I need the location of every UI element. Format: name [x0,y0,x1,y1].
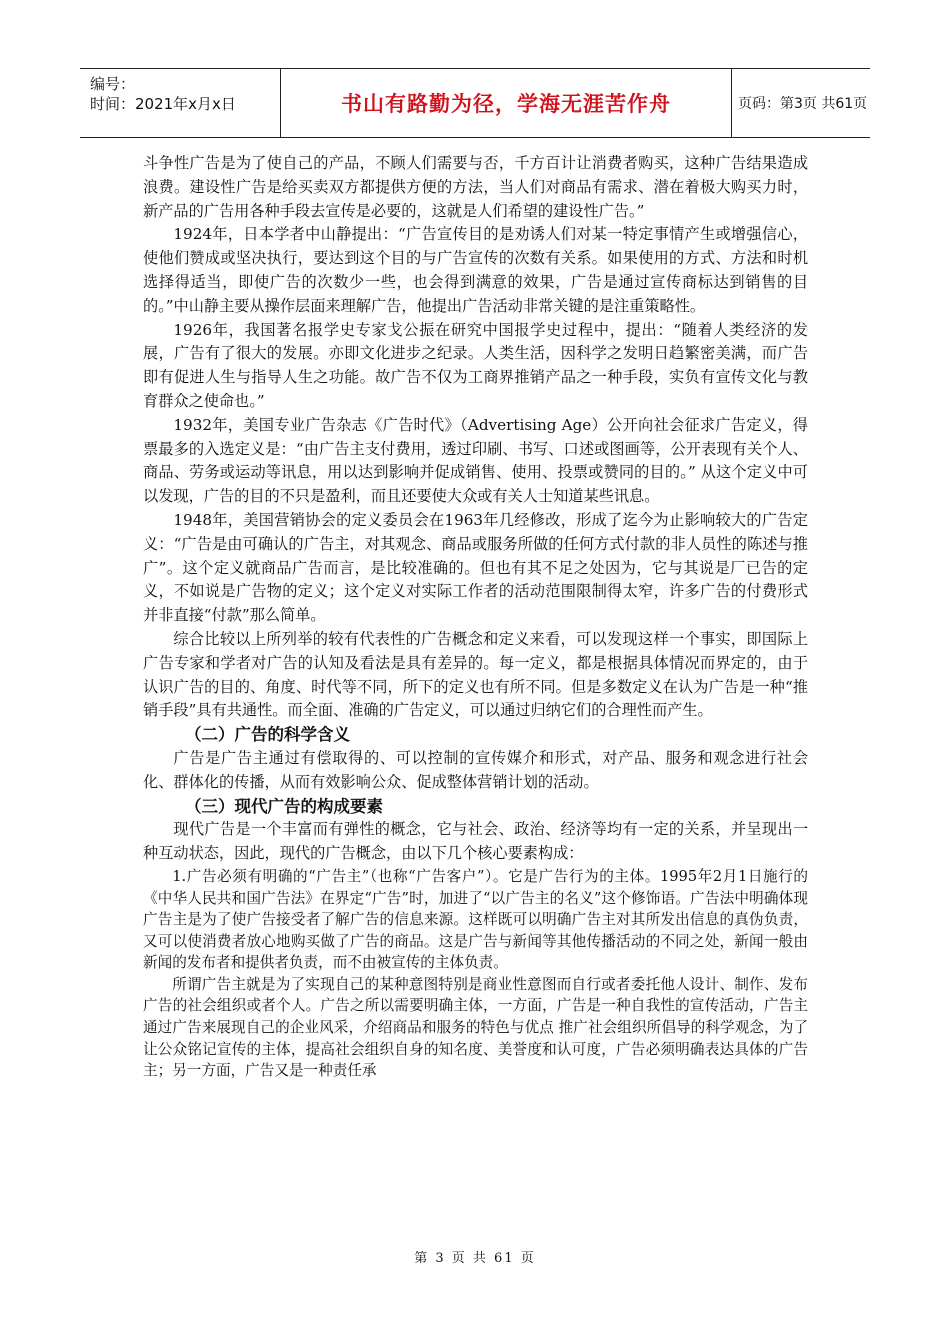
paragraph: 1.广告必须有明确的“广告主”（也称“广告客户”）。它是广告行为的主体。1995年2月1日施行的《中华人民共和国广告法》在界定“广告”时，加进了“以广告主的名义”这个修饰语。广告法中明确体现广告主是为了使广告接受者了解广告的信息来源。这样既可以明确广告主对其所发出信息的真伪负责，又可以使消费者放心地购买做了广告的商品。这是广告与新闻等其他传播活动的不同之处，新闻一般由新闻的发布者和提供者负责，而不由被宣传的主体负责。 [143,867,808,972]
page-footer: 第 3 页 共 61 页 [414,1251,536,1266]
paragraph: 1926年，我国著名报学史专家戈公振在研究中国报学史过程中，提出：“随着人类经济的发展，广告有了很大的发展。亦即文化进步之纪录。人类生活，因科学之发明日趋繁密美满，而广告即有促进人生与指导人生之功能。故广告不仅为工商界推销产品之一种手段，实负有宣传文化与教育群众之使命也。” [143,320,808,410]
paragraph: 广告是广告主通过有偿取得的、可以控制的宣传媒介和形式，对产品、服务和观念进行社会化、群体化的传播，从而有效影响公众、促成整体营销计划的活动。 [143,748,808,791]
paragraph: 斗争性广告是为了使自己的产品，不顾人们需要与否，千方百计让消费者购买，这种广告结果造成浪费。建设性广告是给买卖双方都提供方便的方法，当人们对商品有需求、潜在着极大购买力时，新产品的广告用各种手段去宣传是必要的，这就是人们希望的建设性广告。” [143,154,808,220]
document-body [143,152,808,1082]
page-header [80,68,870,138]
header-page-info: 页码：第3页 共61页 [738,96,868,112]
section-heading: （二）广告的科学含义 [185,725,350,745]
paragraph: 现代广告是一个丰富而有弹性的概念，它与社会、政治、经济等均有一定的关系，并呈现出一种互动状态，因此，现代的广告概念，由以下几个核心要素构成： [143,820,808,863]
paragraph: 综合比较以上所列举的较有代表性的广告概念和定义来看，可以发现这样一个事实，即国际上广告专家和学者对广告的认知及看法是具有差异的。每一定义，都是根据具体情况而界定的，由于认识广告的目的、角度、时代等不同，所下的定义也有所不同。但是多数定义在认为广告是一种“推销手段”具有共通性。而全面、准确的广告定义，可以通过归纳它们的合理性而产生。 [143,629,808,720]
paragraph: 1932年，美国专业广告杂志《广告时代》（Advertising Age）公开向社会征求广告定义，得票最多的入选定义是：“由广告主支付费用，透过印刷、书写、口述或图画等，公开表现有关个人、商品、劳务或运动等讯息，用以达到影响并促成销售、使用、投票或赞同的目的。” 从这个定义中可以发现，广告的目的不只是盈利，而且还要使大众或有关人士知道某些讯息。 [143,415,808,506]
document-number-label: 编号： [90,75,136,93]
paragraph: 1948年，美国营销协会的定义委员会在1963年几经修改，形成了迄今为止影响较大的广告定义：“广告是由可确认的广告主，对其观念、商品或服务所做的任何方式付款的非人员性的陈述与推广”。这个定义就商品广告而言，是比较准确的。但也有其不足之处因为，它与其说是厂已告的定义，不如说是广告物的定义；这个定义对实际工作者的活动范围限制得太窄，许多广告的付费形式并非直接“付款”那么简单。 [143,510,808,625]
document-date-label: 时间：2021年x月x日 [90,95,236,113]
header-motto: 书山有路勤为径，学海无涯苦作舟 [280,69,732,137]
section-heading: （三）现代广告的构成要素 [185,796,383,816]
header-meta [80,69,280,137]
paragraph: 所谓广告主就是为了实现自己的某种意图特别是商业性意图而自行或者委托他人设计、制作、发布广告的社会组织或者个人。广告之所以需要明确主体，一方面，广告是一种自我性的宣传活动，广告主通过广告来展现自己的企业风采，介绍商品和服务的特色与优点 推广社会组织所倡导的科学观念，为了让公众铭记宣传的主体，提高社会组织自身的知名度、美誉度和认可度，广告必须明确表达具体的广告主；另一方面，广告又是一种责任承 [143,975,808,1080]
paragraph: 1924年，日本学者中山静提出：“广告宣传目的是劝诱人们对某一特定事情产生或增强信心，使他们赞成或坚决执行，要达到这个目的与广告宣传的次数有关系。如果使用的方式、方法和时机选择得适当，即使广告的次数少一些，也会得到满意的效果，广告是通过宣传商标达到销售的目的。”中山静主要从操作层面来理解广告，他提出广告活动非常关键的是注重策略性。 [143,225,808,315]
